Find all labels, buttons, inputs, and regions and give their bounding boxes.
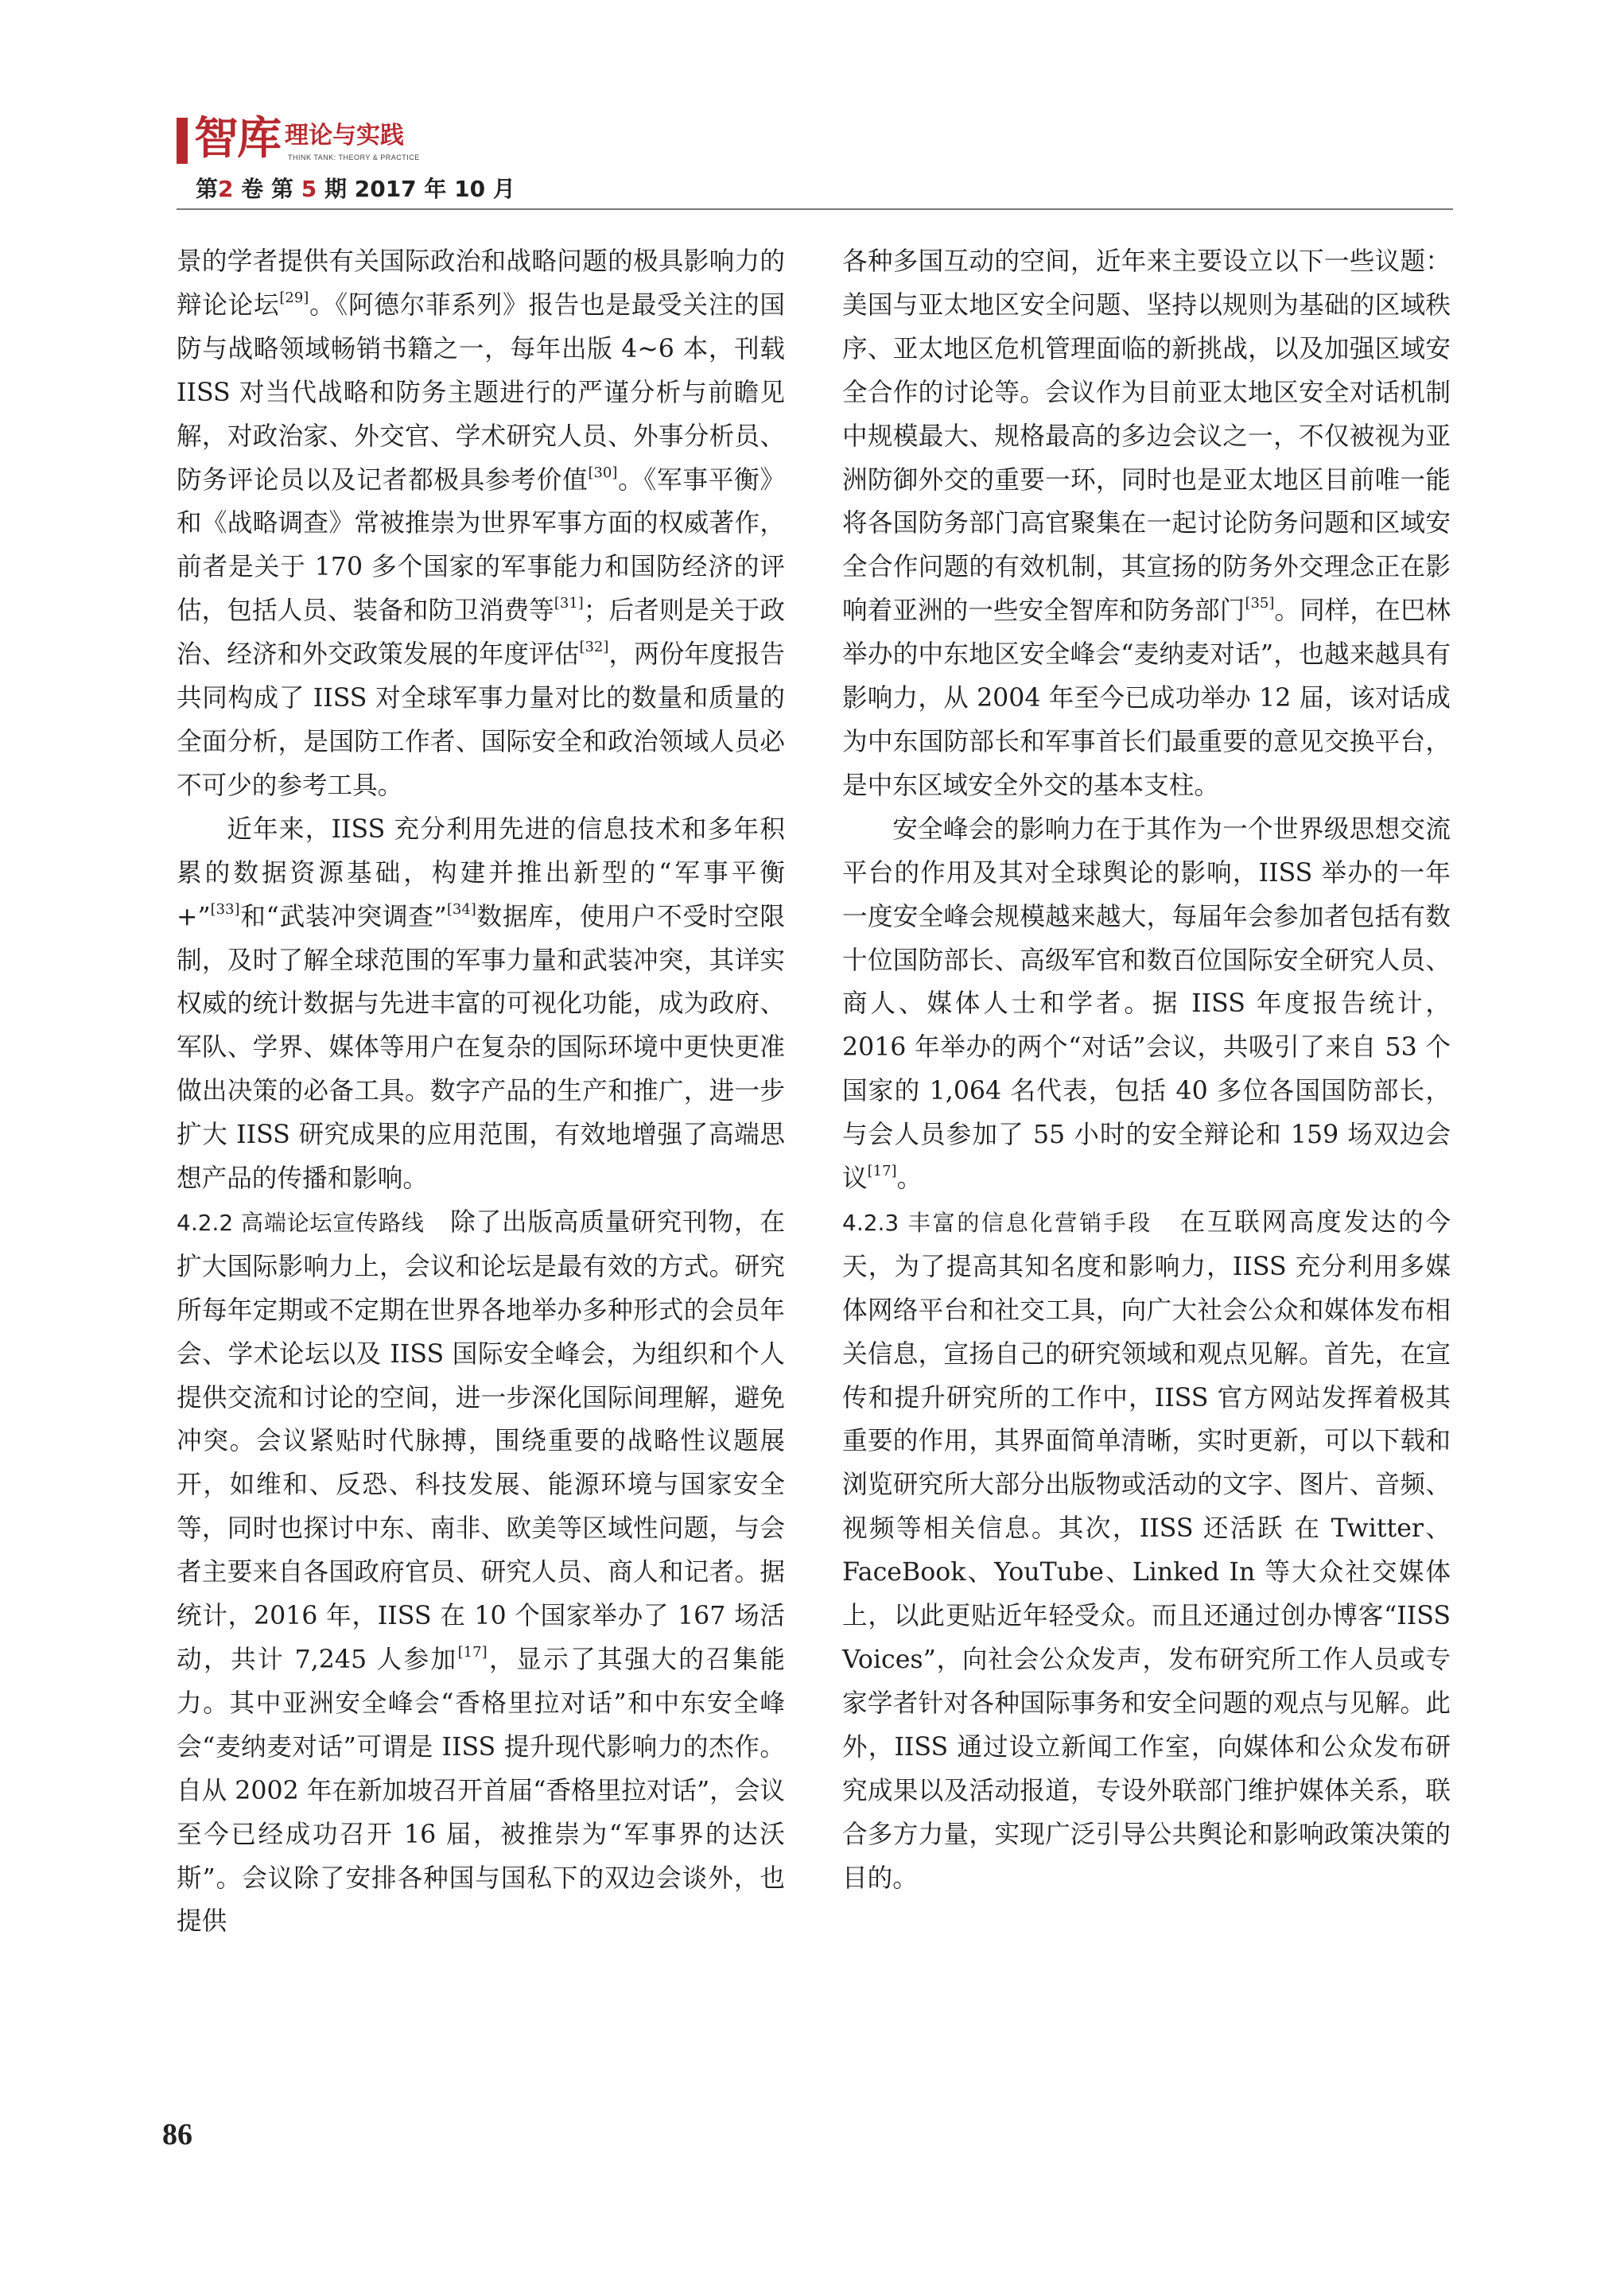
journal-header bbox=[177, 113, 1453, 207]
citation: [35] bbox=[1245, 595, 1275, 612]
header-rule bbox=[177, 208, 1453, 210]
citation: [33] bbox=[210, 900, 240, 918]
right-column bbox=[842, 240, 1451, 1900]
left-column bbox=[177, 240, 785, 1944]
journal-logo-english: THINK TANK: THEORY & PRACTICE bbox=[288, 153, 420, 161]
citation: [30] bbox=[588, 464, 618, 481]
page-number: 86 bbox=[162, 2118, 192, 2151]
paragraph: 近年来，IISS 充分利用先进的信息技术和多年积累的数据资源基础，构建并推出新型的“军事平衡 +”[33]和“武装冲突调查”[34]数据库，使用户不受时空限制，及时了解全球范围的军事力量和武装冲突，其详实权威的统计数据与先进丰富的可视化功能，成为政府、军队、学界、媒体等用户在复杂的国际环境中更快更准做出决策的必备工具。数字产品的生产和推广，进一步扩大 IISS 研究成果的应用范围，有效地增强了高端思想产品的传播和影响。 bbox=[177, 814, 785, 1194]
paragraph: 景的学者提供有关国际政治和战略问题的极具影响力的辩论论坛[29]。《阿德尔菲系列》报告也是最受关注的国防与战略领域畅销书籍之一，每年出版 4~6 本，刊载 IISS 对当代战略和防务主题进行的严谨分析与前瞻见解，对政治家、外交官、学术研究人员、外事分析员、防务评论员以及记者都极具参考价值[30]。《军事平衡》和《战略调查》常被推崇为世界军事方面的权威著作，前者是关于 170 多个国家的军事能力和国防经济的评估，包括人员、装备和防卫消费等[31]；后者则是关于政治、经济和外交政策发展的年度评估[32]，两份年度报告共同构成了 IISS 对全球军事力量对比的数量和质量的全面分析，是国防工作者、国际安全和政治领域人员必不可少的参考工具。 bbox=[177, 247, 785, 800]
section-heading: 4.2.3 丰富的信息化营销手段 bbox=[842, 1209, 1153, 1236]
paragraph: 4.2.3 丰富的信息化营销手段 在互联网高度发达的今天，为了提高其知名度和影响力，IISS 充分利用多媒体网络平台和社交工具，向广大社会公众和媒体发布相关信息，宣扬自己的研究领域和观点见解。首先，在宣传和提升研究所的工作中，IISS 官方网站发挥着极其重要的作用，其界面简单清晰，实时更新，可以下载和浏览研究所大部分出版物或活动的文字、图片、音频、视频等相关信息。其次，IISS 还活跃 在 Twitter、FaceBook、YouTube、Linked In 等大众社交媒体上，以此更贴近年轻受众。而且还通过创办博客“IISS Voices”，向社会公众发声，发布研究所工作人员或专家学者针对各种国际事务和安全问题的观点与见解。此外，IISS 通过设立新闻工作室，向媒体和公众发布研究成果以及活动报道，专设外联部门维护媒体关系，联合多方力量，实现广泛引导公共舆论和影响政策决策的目的。 bbox=[842, 1207, 1451, 1893]
journal-logo-subtitle: 理论与实践 bbox=[285, 122, 404, 150]
journal-logo: 智库 bbox=[194, 113, 280, 165]
citation: [34] bbox=[446, 900, 476, 918]
paragraph: 4.2.2 高端论坛宣传路线 除了出版高质量研究刊物，在扩大国际影响力上，会议和论坛是最有效的方式。研究所每年定期或不定期在世界各地举办多种形式的会员年会、学术论坛以及 IISS 国际安全峰会，为组织和个人提供交流和讨论的空间，进一步深化国际间理解，避免冲突。会议紧贴时代脉搏，围绕重要的战略性议题展开，如维和、反恐、科技发展、能源环境与国家安全等，同时也探讨中东、南非、欧美等区域性问题，与会者主要来自各国政府官员、研究人员、商人和记者。据统计，2016 年，IISS 在 10 个国家举办了 167 场活动，共计 7,245 人参加[17]，显示了其强大的召集能力。其中亚洲安全峰会“香格里拉对话”和中东安全峰会“麦纳麦对话”可谓是 IISS 提升现代影响力的杰作。自从 2002 年在新加坡召开首届“香格里拉对话”，会议至今已经成功召开 16 届，被推崇为“军事界的达沃斯”。会议除了安排各种国与国私下的双边会谈外，也提供 bbox=[177, 1207, 785, 1937]
paragraph: 安全峰会的影响力在于其作为一个世界级思想交流平台的作用及其对全球舆论的影响，IISS 举办的一年一度安全峰会规模越来越大，每届年会参加者包括有数十位国防部长、高级军官和数百位国际安全研究人员、商人、媒体人士和学者。据 IISS 年度报告统计，2016 年举办的两个“对话”会议，共吸引了来自 53 个国家的 1,064 名代表，包括 40 多位各国国防部长，与会人员参加了 55 小时的安全辩论和 159 场双边会议[17]。 bbox=[842, 814, 1451, 1194]
citation: [17] bbox=[867, 1163, 897, 1180]
logo-accent-bar bbox=[177, 118, 188, 164]
issue-info: 第2 卷 第 5 期 2017 年 10 月 bbox=[196, 176, 515, 202]
citation: [32] bbox=[579, 639, 609, 656]
citation: [29] bbox=[279, 289, 309, 306]
citation: [31] bbox=[554, 595, 584, 612]
citation: [17] bbox=[457, 1644, 488, 1661]
section-heading: 4.2.2 高端论坛宣传路线 bbox=[177, 1209, 425, 1236]
paragraph: 各种多国互动的空间，近年来主要设立以下一些议题：美国与亚太地区安全问题、坚持以规则为基础的区域秩序、亚太地区危机管理面临的新挑战，以及加强区域安全合作的讨论等。会议作为目前亚太地区安全对话机制中规模最大、规格最高的多边会议之一，不仅被视为亚洲防御外交的重要一环，同时也是亚太地区目前唯一能将各国防务部门高官聚集在一起讨论防务问题和区域安全合作问题的有效机制，其宣扬的防务外交理念正在影响着亚洲的一些安全智库和防务部门[35]。同样，在巴林举办的中东地区安全峰会“麦纳麦对话”，也越来越具有影响力，从 2004 年至今已成功举办 12 届，该对话成为中东国防部长和军事首长们最重要的意见交换平台，是中东区域安全外交的基本支柱。 bbox=[842, 247, 1451, 800]
